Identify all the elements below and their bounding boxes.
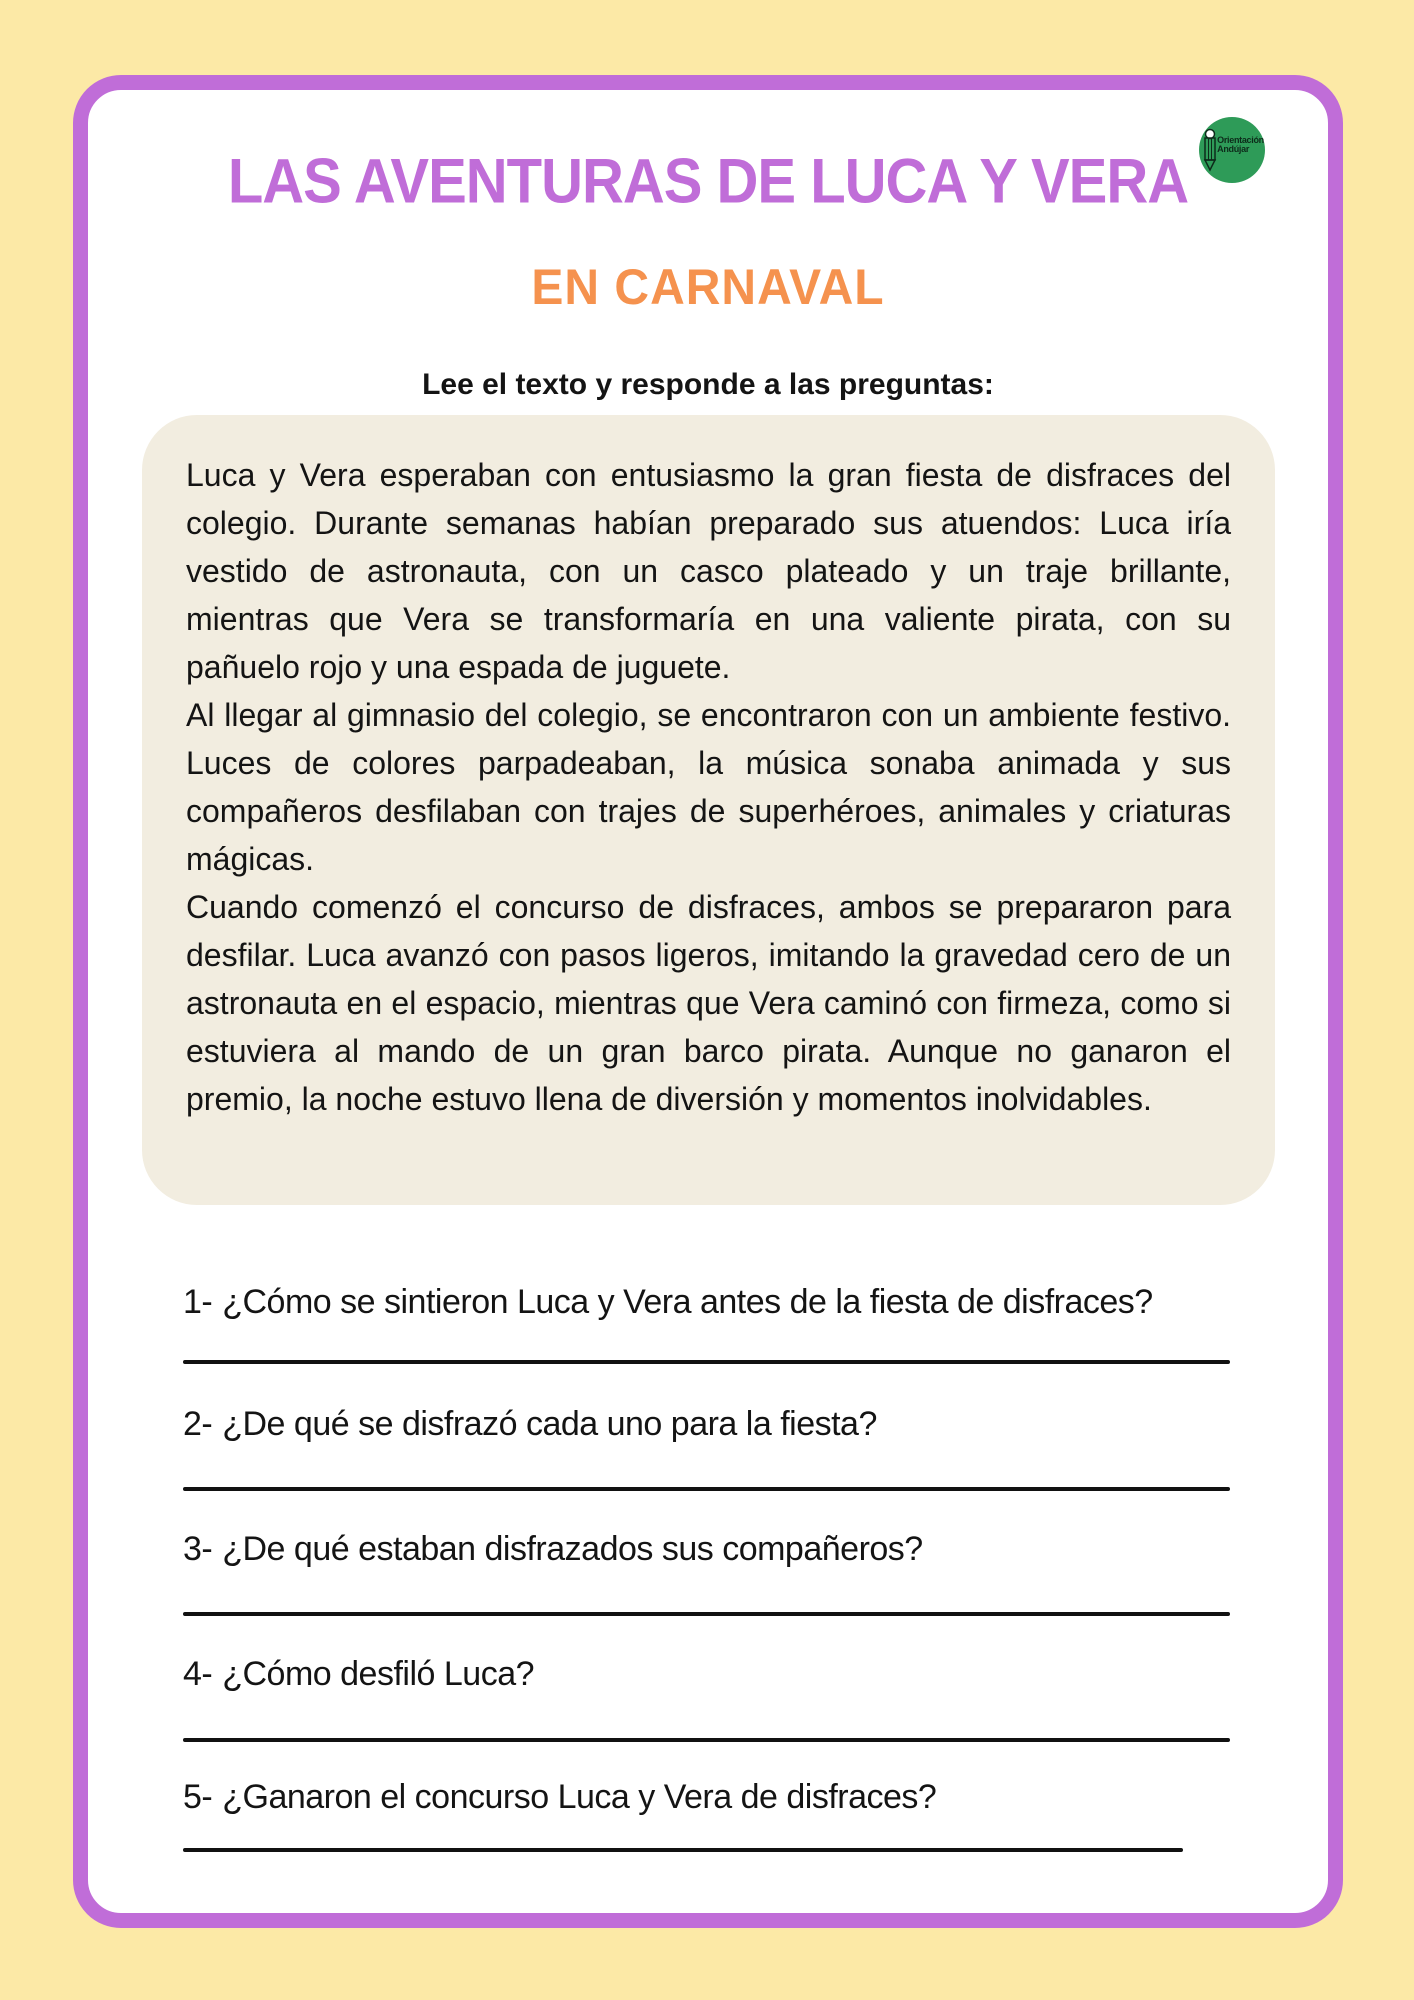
question-3-number: 3- bbox=[183, 1530, 213, 1568]
question-5 bbox=[183, 1778, 1323, 1817]
question-4-number: 4- bbox=[183, 1655, 213, 1693]
story-paragraph-1: Luca y Vera esperaban con entusiasmo la gran fiesta de disfraces del colegio. Durante semanas habían preparado sus atuendos: Luca iría vestido de astronauta, con un casco plateado y un traje brillante, mientras que Vera se transformaría en una valiente pirata, con su pañuelo rojo y una espada de juguete. bbox=[186, 457, 1231, 685]
story-paragraph-2: Al llegar al gimnasio del colegio, se encontraron con un ambiente festivo. Luces de colores parpadeaban, la música sonaba animada y sus compañeros desfilaban con trajes de superhéroes, animales y criaturas mágicas. bbox=[186, 697, 1231, 877]
question-2-number: 2- bbox=[183, 1405, 213, 1443]
story-paragraph-3: Cuando comenzó el concurso de disfraces, ambos se prepararon para desfilar. Luca avanzó con pasos ligeros, imitando la gravedad cero de un astronauta en el espacio, mientras que Vera caminó con firmeza, como si estuviera al mando de un gran barco pirata. Aunque no ganaron el premio, la noche estuvo llena de diversión y momentos inolvidables. bbox=[186, 889, 1231, 1117]
answer-line-3[interactable] bbox=[183, 1612, 1230, 1616]
question-1-text: ¿Cómo se sintieron Luca y Vera antes de la fiesta de disfraces? bbox=[222, 1283, 1153, 1321]
answer-line-1[interactable] bbox=[183, 1360, 1230, 1364]
instruction-text: Lee el texto y responde a las preguntas: bbox=[422, 368, 994, 401]
question-5-number: 5- bbox=[183, 1778, 213, 1816]
question-2-text: ¿De qué se disfrazó cada uno para la fiesta? bbox=[222, 1405, 877, 1443]
brand-line-2: Andújar bbox=[1217, 144, 1250, 154]
question-3 bbox=[183, 1530, 1323, 1569]
answer-line-2[interactable] bbox=[183, 1487, 1230, 1491]
question-3-text: ¿De qué estaban disfrazados sus compañeros? bbox=[222, 1530, 923, 1568]
page-title: LAS AVENTURAS DE LUCA Y VERA bbox=[227, 146, 1189, 217]
question-4-text: ¿Cómo desfiló Luca? bbox=[222, 1655, 535, 1693]
question-1 bbox=[183, 1283, 1323, 1322]
answer-line-5[interactable] bbox=[183, 1848, 1183, 1852]
question-4 bbox=[183, 1655, 1323, 1694]
story-box bbox=[142, 415, 1275, 1205]
worksheet-card bbox=[73, 75, 1343, 1928]
question-5-text: ¿Ganaron el concurso Luca y Vera de disfraces? bbox=[222, 1778, 937, 1816]
page-subtitle: EN CARNAVAL bbox=[531, 259, 885, 316]
brand-line-1: Orientación bbox=[1217, 135, 1264, 145]
question-2 bbox=[183, 1405, 1323, 1444]
answer-line-4[interactable] bbox=[183, 1738, 1230, 1742]
question-1-number: 1- bbox=[183, 1283, 213, 1321]
